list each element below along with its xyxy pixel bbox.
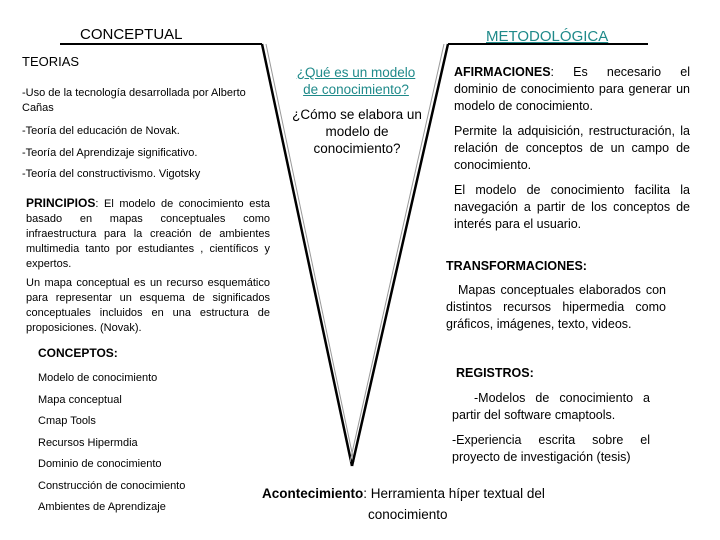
afirmaciones-text: : Es necesario el dominio de conocimiento para generar un modelo de conocimiento.	[454, 65, 690, 113]
principios-text-1: : El modelo de conocimiento esta basado en mapas conceptuales como infraestructura para la creación de ambientes multimedia tanto por estudiantes , científicos y expertos.	[26, 198, 270, 270]
registro-item-1: -Modelos de conocimiento a partir del software cmaptools.	[452, 391, 650, 422]
concepto-item: Modelo de conocimiento	[38, 372, 158, 384]
principios-label: PRINCIPIOS	[26, 196, 96, 210]
principios-block	[26, 196, 270, 272]
principios-text-2: Un mapa conceptual es un recurso esquemático para representar un esquema de significados conceptuales incluidos en una estructura de proposiciones. (Novak).	[26, 277, 270, 334]
transformaciones-title: TRANSFORMACIONES:	[446, 259, 587, 273]
question-2: ¿Cómo se elabora un modelo de conocimiento?	[292, 107, 422, 156]
teoria-item-1: -Uso de la tecnología desarrollada por Alberto Cañas	[22, 87, 246, 114]
header-metodologica: METODOLÓGICA	[486, 28, 609, 45]
question-1: ¿Qué es un modelo de conocimiento?	[296, 65, 416, 97]
afirmaciones-block	[454, 64, 690, 115]
afirmacion-3: El modelo de conocimiento facilita la navegación a partir de los conceptos de interés para el usuario.	[454, 183, 690, 231]
acontecimiento-text-2: conocimiento	[368, 507, 448, 522]
concepto-item: Recursos Hipermdia	[38, 437, 138, 449]
acontecimiento-text-1: : Herramienta híper textual del	[363, 486, 545, 501]
concepto-item: Construcción de conocimiento	[38, 480, 186, 492]
concepto-item: Ambientes de Aprendizaje	[38, 501, 166, 513]
teoria-item-2: -Teoría del educación de Novak.	[22, 125, 180, 137]
afirmacion-2: Permite la adquisición, restructuración, la relación de conceptos de un campo de conocimiento.	[454, 124, 690, 172]
afirmaciones-label: AFIRMACIONES	[454, 65, 551, 79]
concepto-item: Dominio de conocimiento	[38, 458, 162, 470]
conceptos-title: CONCEPTOS:	[38, 346, 118, 360]
registros-title: REGISTROS:	[456, 366, 534, 380]
transformaciones-text: Mapas conceptuales elaborados con distintos recursos hipermedia como gráficos, imágenes, texto, videos.	[446, 283, 666, 331]
teorias-title: TEORIAS	[22, 54, 80, 69]
acontecimiento-line-1	[262, 484, 545, 504]
concepto-item: Mapa conceptual	[38, 394, 122, 406]
acontecimiento-label: Acontecimiento	[262, 486, 364, 501]
concepto-item: Cmap Tools	[38, 415, 96, 427]
teoria-item-4: -Teoría del constructivismo. Vigotsky	[22, 168, 201, 180]
header-conceptual: CONCEPTUAL	[80, 26, 183, 43]
registro-item-2: -Experiencia escrita sobre el proyecto de investigación (tesis)	[452, 433, 650, 464]
teoria-item-3: -Teoría del Aprendizaje significativo.	[22, 147, 198, 159]
